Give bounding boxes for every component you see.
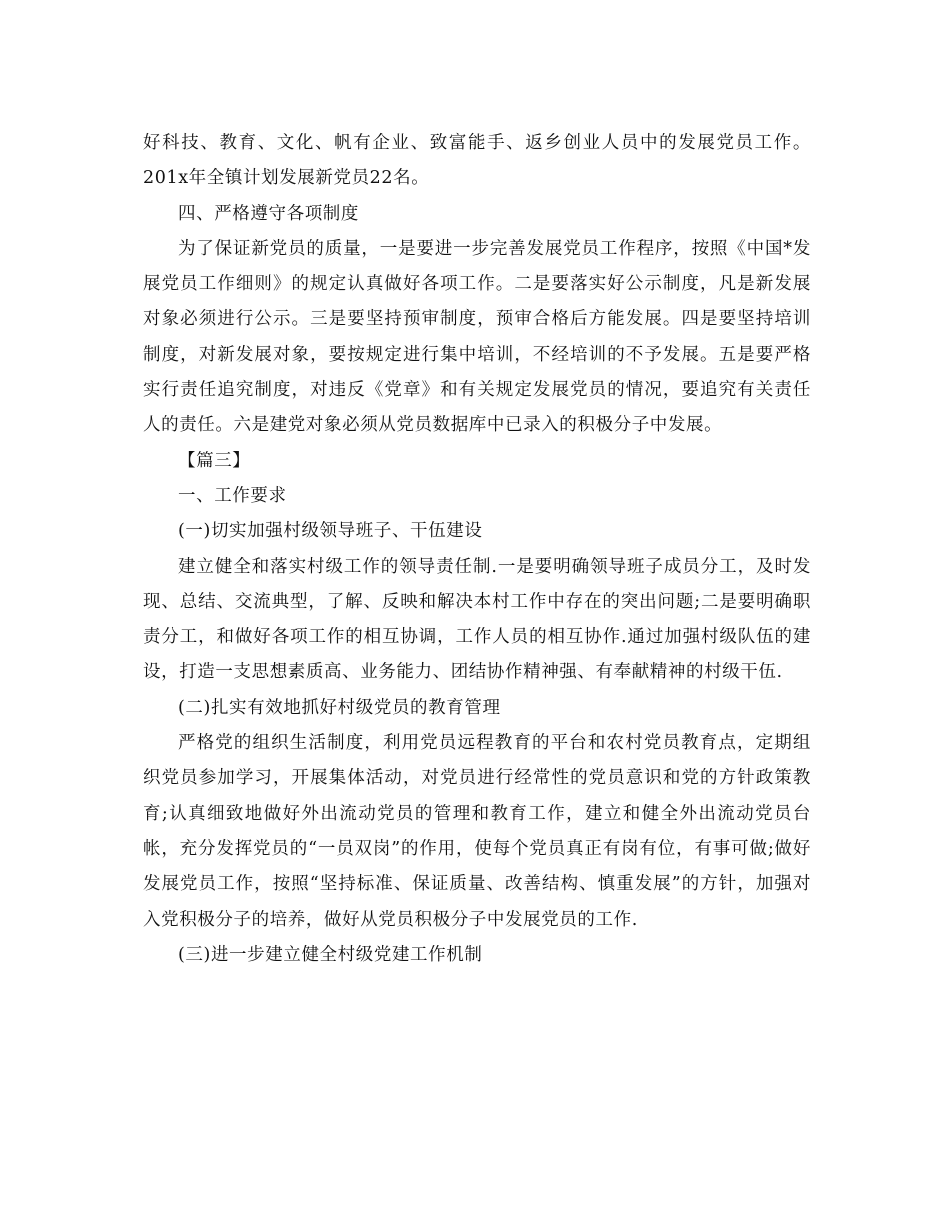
paragraph-leadership-responsibility: 建立健全和落实村级工作的领导责任制.一是要明确领导班子成员分工，及时发现、总结、交流典型，了解、反映和解决本村工作中存在的突出问题;二是要明确职责分工，和做好各项工作的相互协调，工作人员的相互协作.通过加强村级队伍的建设，打造一支思想素质高、业务能力、团结协作精神强、有奉献精神的村级干伍. [143,556,811,683]
paragraph-continuation: 好科技、教育、文化、帆有企业、致富能手、返乡创业人员中的发展党员工作。201x年全镇计划发展新党员22名。 [143,133,811,189]
section-heading-four: 四、严格遵守各项制度 [178,203,359,224]
paragraph-member-education: 严格党的组织生活制度，利用党员远程教育的平台和农村党员教育点，定期组织党员参加学习，开展集体活动，对党员进行经常性的党员意识和党的方针政策教育;认真细致地做好外出流动党员的管理和教育工作，建立和健全外出流动党员台帐，充分发挥党员的“一员双岗”的作用，使每个党员真正有岗有位，有事可做;做好发展党员工作，按照“坚持标准、保证质量、改善结构、慎重发展”的方针，加强对入党积极分子的培养，做好从党员积极分子中发展党员的工作. [143,733,811,930]
subsection-heading-two: (二)扎实有效地抓好村级党员的教育管理 [178,697,501,718]
paragraph-new-member-quality: 为了保证新党员的质量，一是要进一步完善发展党员工作程序，按照《中国*发展党员工作细则》的规定认真做好各项工作。二是要落实好公示制度，凡是新发展对象必须进行公示。三是要坚持预审制度，预审合格后方能发展。四是要坚持培训制度，对新发展对象，要按规定进行集中培训，不经培训的不予发展。五是要严格实行责任追究制度，对违反《党章》和有关规定发展党员的情况，要追究有关责任人的责任。六是建党对象必须从党员数据库中已录入的积极分子中发展。 [143,238,811,436]
chapter-heading-part-three: 【篇三】 [178,450,251,471]
document-body [143,126,811,973]
subsection-heading-three: (三)进一步建立健全村级党建工作机制 [178,944,483,965]
section-heading-work-requirements: 一、工作要求 [178,485,287,506]
subsection-heading-one: (一)切实加强村级领导班子、干伍建设 [178,521,483,542]
